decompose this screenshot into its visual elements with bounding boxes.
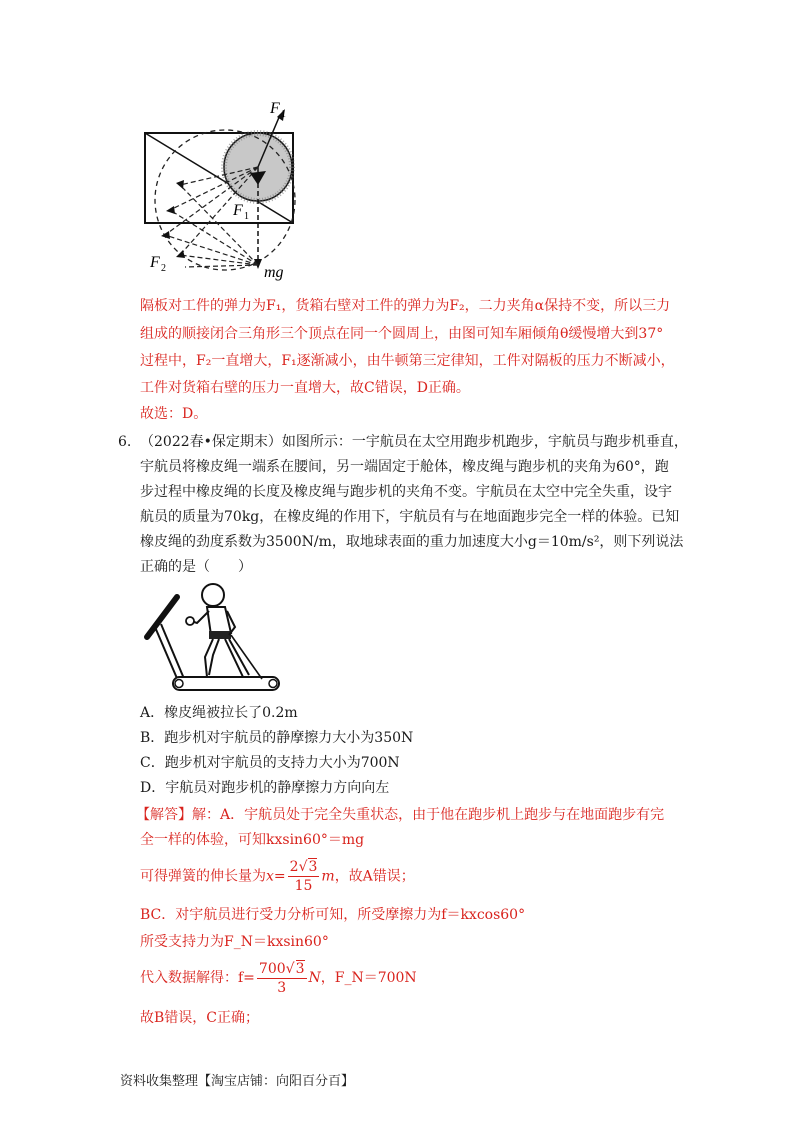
answer-tag: 【解答】 bbox=[136, 807, 192, 823]
answer-line-2: 全一样的体验，可知kxsin60°＝mg bbox=[140, 832, 365, 848]
option-b: B．跑步机对宇航员的静摩擦力大小为350N bbox=[140, 730, 414, 746]
answer-bc-line-2: 所受支持力为F_N＝kxsin60° bbox=[140, 934, 329, 950]
analysis-line-2: 组成的顺接闭合三角形三个顶点在同一个圆周上，由图可知车厢倾角θ缓慢增大到37° bbox=[140, 326, 664, 342]
analysis-line-3: 过程中，F₂一直增大，F₁逐渐减小，由牛顿第三定律知，工件对隔板的压力不断减小， bbox=[140, 353, 675, 369]
option-d: D．宇航员对跑步机的静摩擦力方向向左 bbox=[140, 780, 390, 796]
answer-bc-line-1: BC．对宇航员进行受力分析可知，所受摩擦力为f＝kxcos60° bbox=[140, 907, 526, 923]
answer-substitution-line bbox=[140, 958, 417, 998]
question-number: 6. bbox=[118, 434, 132, 450]
f2-subscript: 2 bbox=[161, 263, 166, 274]
question-line-5: 橡皮绳的劲度系数为3500N/m，取地球表面的重力加速度大小g＝10m/s²，则下列说法 bbox=[140, 534, 684, 550]
extension-suffix: ，故A错误； bbox=[334, 868, 415, 885]
f1-top-subscript: 1 bbox=[281, 109, 286, 120]
extension-prefix: 可得弹簧的伸长量为 bbox=[140, 868, 266, 885]
substitution-radicand: 3 bbox=[295, 960, 305, 977]
substitution-unit: N bbox=[308, 970, 321, 986]
extension-fraction: $\frac{2√3}{15}$ bbox=[289, 859, 318, 894]
extension-numerator: 2 bbox=[289, 859, 299, 875]
analysis-line-4: 工件对货箱右壁的压力一直增大，故C错误，D正确。 bbox=[140, 380, 470, 396]
substitution-prefix: 代入数据解得：f= bbox=[140, 970, 255, 986]
extension-equals: = bbox=[273, 868, 286, 885]
substitution-suffix: ，F_N＝700N bbox=[320, 970, 417, 986]
extension-unit: m bbox=[321, 868, 335, 885]
f1-mid-subscript: 1 bbox=[244, 211, 249, 222]
extension-radicand: 3 bbox=[308, 859, 318, 875]
answer-line-1 bbox=[136, 805, 664, 825]
substitution-fraction: $\frac{700√3}{3}$ bbox=[258, 960, 305, 996]
option-c: C．跑步机对宇航员的支持力大小为700N bbox=[140, 755, 400, 771]
page-footer: 资料收集整理【淘宝店铺：向阳百分百】 bbox=[120, 1074, 355, 1089]
question-line-1: （2022春•保定期末）如图所示：一宇航员在太空用跑步机跑步，宇航员与跑步机垂直， bbox=[140, 434, 688, 450]
option-a: A．橡皮绳被拉长了0.2m bbox=[140, 705, 298, 721]
question-line-6: 正确的是（ ） bbox=[140, 559, 252, 575]
f2-label: F bbox=[150, 254, 160, 271]
answer-conclusion: 故B错误，C正确； bbox=[140, 1010, 259, 1026]
substitution-denominator: 3 bbox=[277, 979, 287, 996]
extension-denominator: 15 bbox=[294, 878, 313, 894]
f1-top-label: F bbox=[270, 100, 280, 117]
question-line-2: 宇航员将橡皮绳一端系在腰间，另一端固定于舱体，橡皮绳与跑步机的夹角为60°，跑 bbox=[140, 459, 669, 475]
extension-variable: x bbox=[266, 868, 274, 885]
question-line-4: 航员的质量为70kg，在橡皮绳的作用下，宇航员有与在地面跑步完全一样的体验。已知 bbox=[140, 509, 680, 525]
substitution-numerator: 700 bbox=[258, 960, 286, 977]
answer-part-a: 解：A．宇航员处于完全失重状态，由于他在跑步机上跑步与在地面跑步有完 bbox=[192, 807, 665, 823]
mg-label: mg bbox=[264, 264, 284, 281]
question-line-3: 步过程中橡皮绳的长度及橡皮绳与跑步机的夹角不变。宇航员在太空中完全失重，设宇 bbox=[140, 484, 672, 500]
answer-extension-line bbox=[140, 858, 415, 895]
analysis-choice: 故选：D。 bbox=[140, 406, 208, 422]
force-diagram-figure bbox=[130, 95, 320, 285]
treadmill-figure bbox=[135, 575, 290, 700]
analysis-line-1: 隔板对工件的弹力为F₁，货箱右壁对工件的弹力为F₂，二力夹角α保持不变，所以三力 bbox=[140, 298, 671, 314]
f1-mid-label: F bbox=[233, 202, 243, 219]
